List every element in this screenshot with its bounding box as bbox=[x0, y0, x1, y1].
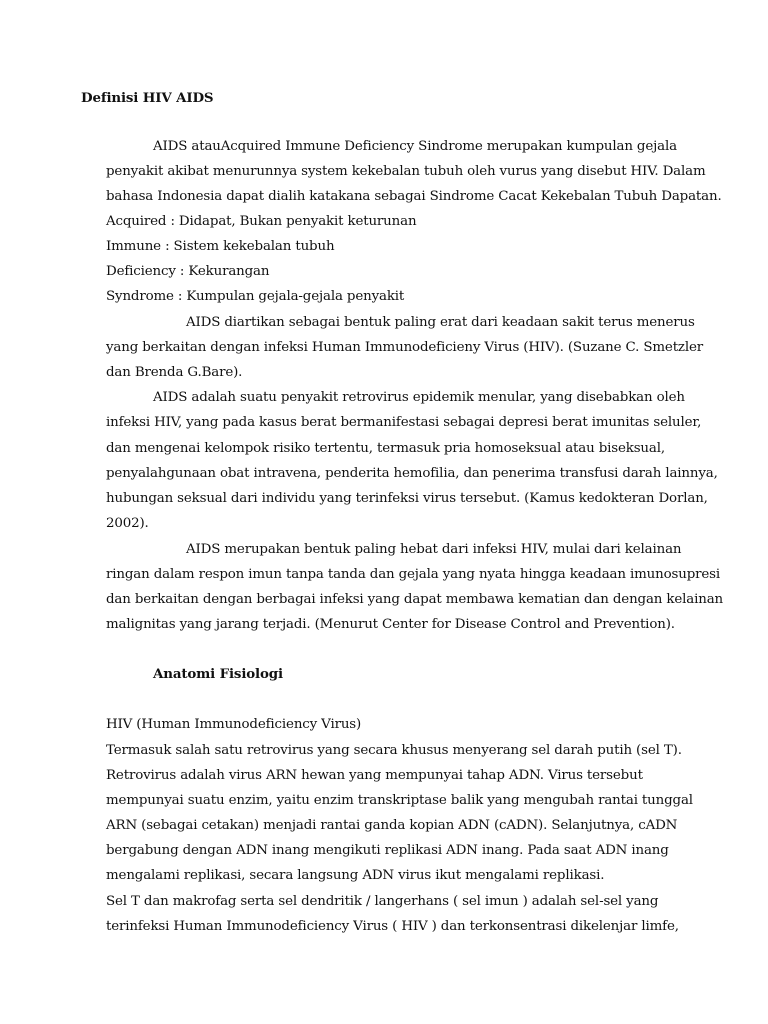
paragraph-line: 2002). bbox=[106, 516, 149, 531]
paragraph-line: AIDS atauAcquired Immune Deficiency Sindrome merupakan kumpulan gejala bbox=[153, 139, 677, 154]
paragraph-line: Retrovirus adalah virus ARN hewan yang mempunyai tahap ADN. Virus tersebut bbox=[106, 768, 643, 783]
paragraph-line: terinfeksi Human Immunodeficiency Virus ( HIV ) dan terkonsentrasi dikelenjar limfe, bbox=[106, 919, 679, 934]
definition-line: Deficiency : Kekurangan bbox=[106, 264, 270, 279]
paragraph-line: mengalami replikasi, secara langsung ADN virus ikut mengalami replikasi. bbox=[106, 868, 605, 883]
paragraph-line: penyalahgunaan obat intravena, penderita hemofilia, dan penerima transfusi darah lainnya, bbox=[106, 466, 718, 481]
paragraph-line: dan mengenai kelompok risiko tertentu, termasuk pria homoseksual atau biseksual, bbox=[106, 441, 665, 456]
paragraph-line: Sel T dan makrofag serta sel dendritik / langerhans ( sel imun ) adalah sel-sel yang bbox=[106, 894, 659, 909]
paragraph-line: mempunyai suatu enzim, yaitu enzim transkriptase balik yang mengubah rantai tunggal bbox=[106, 793, 693, 808]
paragraph-line: malignitas yang jarang terjadi. (Menurut Center for Disease Control and Prevention). bbox=[106, 617, 675, 632]
paragraph-line: bergabung dengan ADN inang mengikuti replikasi ADN inang. Pada saat ADN inang bbox=[106, 843, 669, 858]
paragraph-line: AIDS merupakan bentuk paling hebat dari infeksi HIV, mulai dari kelainan bbox=[186, 542, 682, 557]
paragraph-line: infeksi HIV, yang pada kasus berat bermanifestasi sebagai depresi berat imunitas seluler, bbox=[106, 415, 702, 430]
paragraph-line: dan Brenda G.Bare). bbox=[106, 365, 243, 380]
paragraph-line: bahasa Indonesia dapat dialih katakana sebagai Sindrome Cacat Kekebalan Tubuh Dapatan. bbox=[106, 189, 722, 204]
paragraph-line: AIDS adalah suatu penyakit retrovirus epidemik menular, yang disebabkan oleh bbox=[153, 390, 685, 405]
paragraph-line: HIV (Human Immunodeficiency Virus) bbox=[106, 717, 362, 732]
definition-line: Immune : Sistem kekebalan tubuh bbox=[106, 239, 335, 254]
paragraph-line: yang berkaitan dengan infeksi Human Immunodeficieny Virus (HIV). (Suzane C. Smetzler bbox=[106, 340, 703, 355]
section-subheading: Anatomi Fisiologi bbox=[153, 666, 283, 682]
paragraph-line: penyakit akibat menurunnya system kekebalan tubuh oleh vurus yang disebut HIV. Dalam bbox=[106, 164, 706, 179]
paragraph-line: ARN (sebagai cetakan) menjadi rantai ganda kopian ADN (cADN). Selanjutnya, cADN bbox=[106, 818, 678, 833]
paragraph-line: Termasuk salah satu retrovirus yang secara khusus menyerang sel darah putih (sel T). bbox=[106, 743, 682, 758]
definition-line: Acquired : Didapat, Bukan penyakit keturunan bbox=[106, 214, 417, 229]
paragraph-line: ringan dalam respon imun tanpa tanda dan gejala yang nyata hingga keadaan imunosupresi bbox=[106, 567, 720, 582]
document-heading: Definisi HIV AIDS bbox=[81, 90, 214, 106]
paragraph-line: AIDS diartikan sebagai bentuk paling erat dari keadaan sakit terus menerus bbox=[186, 315, 695, 330]
paragraph-line: hubungan seksual dari individu yang terinfeksi virus tersebut. (Kamus kedokteran Dorlan, bbox=[106, 491, 708, 506]
paragraph-line: dan berkaitan dengan berbagai infeksi yang dapat membawa kematian dan dengan kelainan bbox=[106, 592, 724, 607]
definition-line: Syndrome : Kumpulan gejala-gejala penyakit bbox=[106, 289, 405, 304]
